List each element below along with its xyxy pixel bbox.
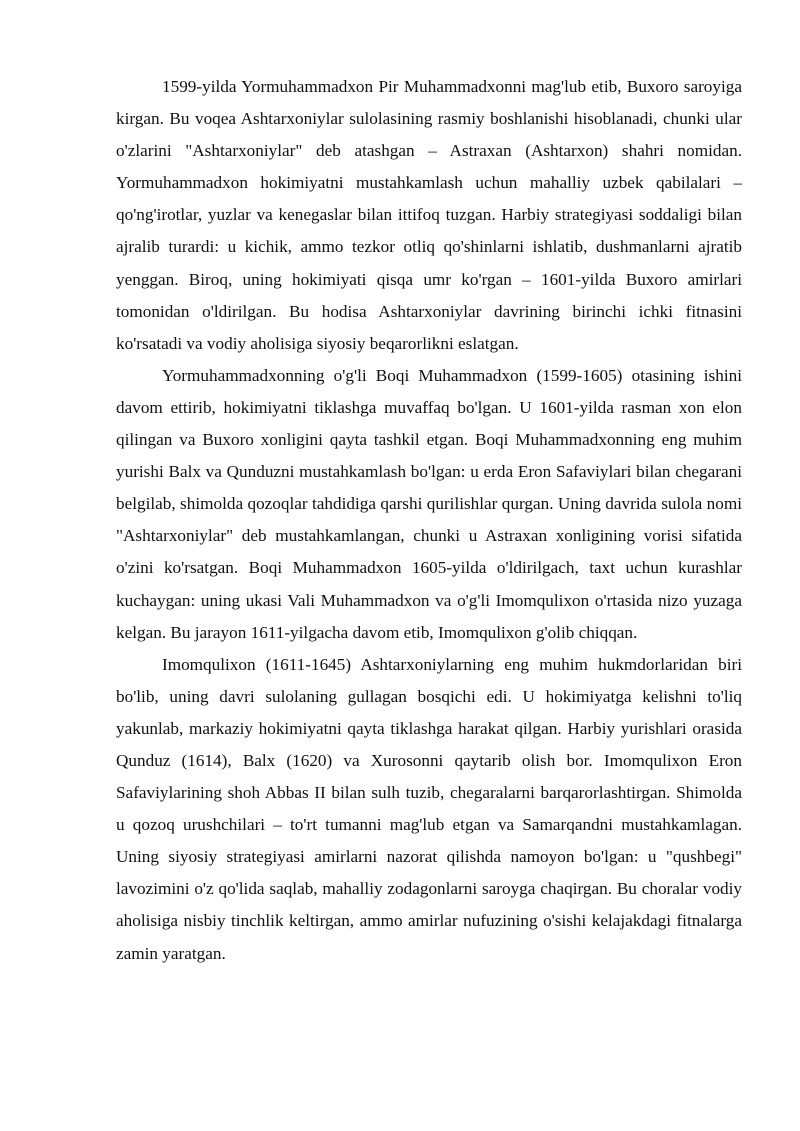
document-page — [116, 71, 742, 970]
paragraph-1: 1599-yilda Yormuhammadxon Pir Muhammadxonni mag'lub etib, Buxoro saroyiga kirgan. Bu voqea Ashtarxoniylar sulolasining rasmiy boshlanishi hisoblanadi, chunki ular o'zlarini "Ashtarxoniylar" deb atashgan – Astraxan (Ashtarxon) shahri nomidan. Yormuhammadxon hokimiyatni mustahkamlash uchun mahalliy uzbek qabilalari – qo'ng'irotlar, yuzlar va kenegaslar bilan ittifoq tuzgan. Harbiy strategiyasi soddaligi bilan ajralib turardi: u kichik, ammo tezkor otliq qo'shinlarni ishlatib, dushmanlarni ajratib yenggan. Biroq, uning hokimiyati qisqa umr ko'rgan – 1601-yilda Buxoro amirlari tomonidan o'ldirilgan. Bu hodisa Ashtarxoniylar davrining birinchi ichki fitnasini ko'rsatadi va vodiy aholisiga siyosiy beqarorlikni eslatgan. — [116, 77, 742, 353]
paragraph-3: Imomqulixon (1611-1645) Ashtarxoniylarning eng muhim hukmdorlaridan biri bo'lib, uning davri sulolaning gullagan bosqichi edi. U hokimiyatga kelishni to'liq yakunlab, markaziy hokimiyatni qayta tiklashga harakat qilgan. Harbiy yurishlari orasida Qunduz (1614), Balx (1620) va Xurosonni qaytarib olish bor. Imomqulixon Eron Safaviylarining shoh Abbas II bilan sulh tuzib, chegaralarni barqarorlashtirgan. Shimolda u qozoq urushchilari – to'rt tumanni mag'lub etgan va Samarqandni mustahkamlagan. Uning siyosiy strategiyasi amirlarni nazorat qilishda namoyon bo'lgan: u "qushbegi" lavozimini o'z qo'lida saqlab, mahalliy zodagonlarni saroyga chaqirgan. Bu choralar vodiy aholisiga nisbiy tinchlik keltirgan, ammo amirlar nufuzining o'sishi kelajakdagi fitnalarga zamin yaratgan. — [116, 654, 742, 963]
paragraph-2: Yormuhammadxonning o'g'li Boqi Muhammadxon (1599-1605) otasining ishini davom ettirib, hokimiyatni tiklashga muvaffaq bo'lgan. U 1601-yilda rasman xon elon qilingan va Buxoro xonligini qayta tashkil etgan. Boqi Muhammadxonning eng muhim yurishi Balx va Qunduzni mustahkamlash bo'lgan: u erda Eron Safaviylari bilan chegarani belgilab, shimolda qozoqlar tahdidiga qarshi qurilishlar qurgan. Uning davrida sulola nomi "Ashtarxoniylar" deb mustahkamlangan, chunki u Astraxan xonligining vorisi sifatida o'zini ko'rsatgan. Boqi Muhammadxon 1605-yilda o'ldirilgach, taxt uchun kurashlar kuchaygan: uning ukasi Vali Muhammadxon va o'g'li Imomqulixon o'rtasida nizo yuzaga kelgan. Bu jarayon 1611-yilgacha davom etib, Imomqulixon g'olib chiqqan. — [116, 365, 742, 642]
